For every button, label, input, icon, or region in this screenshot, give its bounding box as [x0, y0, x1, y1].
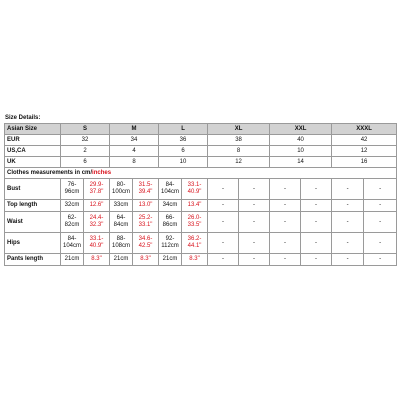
empty-cell: - — [239, 254, 270, 266]
size-conversion-rows — [5, 124, 397, 168]
cm-cell — [61, 200, 84, 212]
cell-line: 84- — [67, 236, 77, 242]
cell-line: 40.9" — [187, 189, 202, 195]
size-details-caption: Size Details: — [5, 115, 41, 121]
size-row — [5, 157, 397, 168]
empty-cell: - — [208, 200, 239, 212]
row-label: Bust — [5, 179, 61, 200]
inch-cell — [84, 233, 110, 254]
empty-cell: - — [270, 212, 301, 233]
size-cell: 2 — [61, 146, 110, 157]
measurement-row — [5, 179, 397, 200]
cell-line: 64- — [116, 215, 126, 221]
measurement-rows — [5, 179, 397, 266]
size-row — [5, 135, 397, 146]
empty-cell: - — [332, 233, 364, 254]
cell-line: 66- — [165, 215, 175, 221]
cm-cell — [159, 179, 182, 200]
cell-line: 82cm — [64, 222, 80, 228]
empty-cell: - — [332, 212, 364, 233]
cell-line: 21cm — [162, 256, 178, 262]
cell-line: 39.4" — [138, 189, 153, 195]
empty-cell: - — [332, 179, 364, 200]
empty-cell: - — [332, 200, 364, 212]
empty-cell: - — [270, 200, 301, 212]
row-label: Pants length — [5, 254, 61, 266]
inch-cell — [133, 212, 159, 233]
size-cell: 42 — [332, 135, 397, 146]
cell-line: 21cm — [64, 256, 80, 262]
cm-cell — [110, 254, 133, 266]
size-cell: 14 — [270, 157, 332, 168]
cm-cell — [110, 200, 133, 212]
row-label: EUR — [5, 135, 61, 146]
inch-cell — [84, 212, 110, 233]
cm-cell — [61, 212, 84, 233]
size-cell: 12 — [332, 146, 397, 157]
empty-cell: - — [301, 179, 332, 200]
empty-cell: - — [301, 200, 332, 212]
cm-cell — [61, 233, 84, 254]
row-label: Hips — [5, 233, 61, 254]
size-cell: 36 — [159, 135, 208, 146]
empty-cell: - — [208, 179, 239, 200]
size-cell: 8 — [110, 157, 159, 168]
cell-line: 8.3" — [91, 256, 102, 262]
size-cell: 32 — [61, 135, 110, 146]
cell-line: 44.1" — [187, 243, 202, 249]
cell-line: 88- — [116, 236, 126, 242]
cell-line: 104cm — [161, 189, 180, 195]
cell-line: 112cm — [161, 243, 179, 249]
cell-line: 8.3" — [189, 256, 200, 262]
empty-cell: - — [208, 212, 239, 233]
size-cell: 34 — [110, 135, 159, 146]
inch-cell — [133, 254, 159, 266]
section-row — [5, 168, 397, 179]
cell-line: 13.4" — [187, 202, 202, 208]
section-highlight: inches — [92, 170, 112, 176]
empty-cell: - — [301, 212, 332, 233]
size-cell: L — [159, 124, 208, 135]
empty-cell: - — [208, 254, 239, 266]
empty-cell: - — [239, 200, 270, 212]
empty-cell: - — [239, 212, 270, 233]
cm-cell — [159, 212, 182, 233]
measurement-row — [5, 233, 397, 254]
cell-line: 34cm — [162, 202, 178, 208]
inch-cell — [133, 200, 159, 212]
cell-line: 100cm — [112, 189, 131, 195]
cell-line: 24.4- — [89, 215, 104, 221]
cell-line: 26.0- — [187, 215, 202, 221]
inch-cell — [182, 254, 208, 266]
cell-line: 42.5" — [138, 243, 153, 249]
row-label: Waist — [5, 212, 61, 233]
empty-cell: - — [364, 200, 397, 212]
cell-line: 84cm — [113, 222, 129, 228]
cell-line: 92- — [165, 236, 175, 242]
cell-line: 80- — [116, 182, 126, 188]
inch-cell — [133, 179, 159, 200]
cm-cell — [61, 179, 84, 200]
size-cell: 16 — [332, 157, 397, 168]
cell-line: 108cm — [112, 243, 131, 249]
measurement-row — [5, 212, 397, 233]
size-cell: 6 — [61, 157, 110, 168]
measurement-row — [5, 254, 397, 266]
size-cell: 38 — [208, 135, 270, 146]
cell-line: 25.2- — [138, 215, 153, 221]
inch-cell — [84, 254, 110, 266]
size-cell: S — [61, 124, 110, 135]
cell-line: 36.2- — [187, 236, 202, 242]
size-cell: 4 — [110, 146, 159, 157]
size-cell: XXL — [270, 124, 332, 135]
cm-cell — [110, 233, 133, 254]
inch-cell — [133, 233, 159, 254]
cell-line: 32.3" — [89, 222, 104, 228]
size-cell: XL — [208, 124, 270, 135]
inch-cell — [182, 179, 208, 200]
cell-line: 12.6" — [89, 202, 104, 208]
inch-cell — [84, 200, 110, 212]
row-label: US,CA — [5, 146, 61, 157]
section-row-group — [5, 168, 397, 179]
measurement-row — [5, 200, 397, 212]
size-row — [5, 146, 397, 157]
size-row — [5, 124, 397, 135]
size-cell: 12 — [208, 157, 270, 168]
empty-cell: - — [364, 254, 397, 266]
inch-cell — [84, 179, 110, 200]
inch-cell — [182, 212, 208, 233]
size-cell: 40 — [270, 135, 332, 146]
cm-cell — [159, 200, 182, 212]
cell-line: 33.1" — [138, 222, 153, 228]
size-cell: 10 — [270, 146, 332, 157]
cell-line: 62- — [67, 215, 77, 221]
cell-line: 33.5" — [187, 222, 202, 228]
empty-cell: - — [301, 233, 332, 254]
cell-line: 33.1- — [187, 182, 202, 188]
inch-cell — [182, 233, 208, 254]
cm-cell — [110, 212, 133, 233]
cell-line: 34.6- — [138, 236, 153, 242]
cell-line: 37.8" — [89, 189, 104, 195]
empty-cell: - — [239, 233, 270, 254]
inch-cell — [182, 200, 208, 212]
empty-cell: - — [270, 179, 301, 200]
empty-cell: - — [364, 179, 397, 200]
size-cell: 10 — [159, 157, 208, 168]
cell-line: 13.0" — [138, 202, 153, 208]
empty-cell: - — [270, 254, 301, 266]
empty-cell: - — [364, 212, 397, 233]
cell-line: 33.1- — [89, 236, 104, 242]
section-prefix: Clothes measurements in cm/ — [7, 170, 93, 176]
cell-line: 96cm — [64, 189, 80, 195]
cell-line: 40.9" — [89, 243, 104, 249]
cell-line: 84- — [165, 182, 175, 188]
empty-cell: - — [332, 254, 364, 266]
row-label: UK — [5, 157, 61, 168]
size-chart — [4, 114, 396, 266]
cell-line: 21cm — [113, 256, 129, 262]
cell-line: 86cm — [162, 222, 178, 228]
empty-cell: - — [270, 233, 301, 254]
cell-line: 76- — [67, 182, 77, 188]
size-table — [4, 123, 397, 266]
empty-cell: - — [239, 179, 270, 200]
size-cell: 6 — [159, 146, 208, 157]
empty-cell: - — [208, 233, 239, 254]
cell-line: 33cm — [113, 202, 129, 208]
section-title — [5, 168, 397, 179]
row-label: Top length — [5, 200, 61, 212]
size-cell: M — [110, 124, 159, 135]
cm-cell — [110, 179, 133, 200]
cell-line: 29.9- — [89, 182, 104, 188]
size-cell: 8 — [208, 146, 270, 157]
cell-line: 32cm — [64, 202, 80, 208]
size-cell: XXXL — [332, 124, 397, 135]
row-label: Asian Size — [5, 124, 61, 135]
cm-cell — [159, 254, 182, 266]
empty-cell: - — [364, 233, 397, 254]
empty-cell: - — [301, 254, 332, 266]
cell-line: 31.5- — [138, 182, 153, 188]
cm-cell — [159, 233, 182, 254]
cell-line: 104cm — [62, 243, 81, 249]
cm-cell — [61, 254, 84, 266]
cell-line: 8.3" — [140, 256, 151, 262]
